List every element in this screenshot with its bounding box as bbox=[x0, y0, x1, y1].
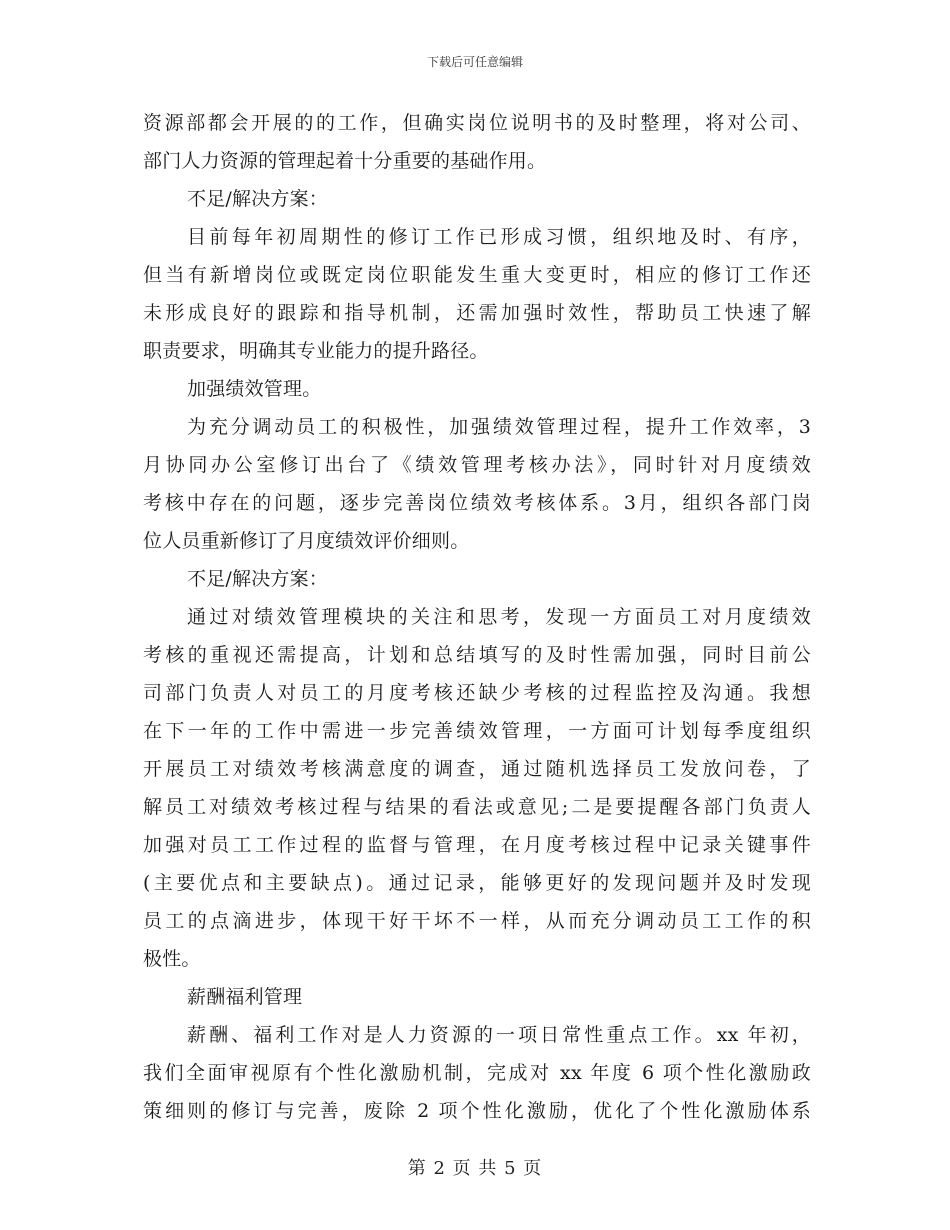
body-line: 通过对绩效管理模块的关注和思考，发现一方面员工对月度绩效 bbox=[187, 606, 811, 628]
body-line: (主要优点和主要缺点)。通过记录，能够更好的发现问题并及时发现 bbox=[143, 872, 811, 894]
body-line: 考核中存在的问题，逐步完善岗位绩效考核体系。3月，组织各部门岗 bbox=[143, 492, 811, 514]
body-line: 在下一年的工作中需进一步完善绩效管理，一方面可计划每季度组织 bbox=[143, 720, 811, 742]
body-line: 司部门负责人对员工的月度考核还缺少考核的过程监控及沟通。我想 bbox=[143, 682, 811, 704]
section-heading: 不足/解决方案： bbox=[187, 568, 329, 590]
section-heading: 加强绩效管理。 bbox=[187, 378, 322, 400]
body-line: 我们全面审视原有个性化激励机制，完成对 xx 年度 6 项个性化激励政 bbox=[143, 1062, 811, 1084]
body-line: 部门人力资源的管理起着十分重要的基础作用。 bbox=[143, 150, 547, 172]
body-line: 加强对员工工作过程的监督与管理，在月度考核过程中记录关键事件 bbox=[143, 834, 811, 856]
body-line: 资源部都会开展的的工作，但确实岗位说明书的及时整理，将对公司、 bbox=[143, 112, 811, 134]
page-number-footer: 第 2 页 共 5 页 bbox=[407, 1158, 543, 1179]
document-body bbox=[143, 104, 811, 1130]
body-line: 极性。 bbox=[143, 948, 201, 970]
body-line: 薪酬、福利工作对是人力资源的一项日常性重点工作。xx 年初， bbox=[187, 1024, 811, 1046]
body-line: 策细则的修订与完善，废除 2 项个性化激励，优化了个性化激励体系 bbox=[143, 1100, 811, 1122]
page-header-note: 下载后可任意编辑 bbox=[426, 55, 523, 69]
body-line: 解员工对绩效考核过程与结果的看法或意见;二是要提醒各部门负责人 bbox=[143, 796, 811, 818]
body-line: 未形成良好的跟踪和指导机制，还需加强时效性，帮助员工快速了解 bbox=[143, 302, 811, 324]
body-line: 考核的重视还需提高，计划和总结填写的及时性需加强，同时目前公 bbox=[143, 644, 811, 666]
body-line: 位人员重新修订了月度绩效评价细则。 bbox=[143, 530, 470, 552]
section-heading: 不足/解决方案： bbox=[187, 188, 329, 210]
body-line: 目前每年初周期性的修订工作已形成习惯，组织地及时、有序， bbox=[187, 226, 811, 248]
body-line: 开展员工对绩效考核满意度的调查，通过随机选择员工发放问卷，了 bbox=[143, 758, 811, 780]
section-heading: 薪酬福利管理 bbox=[187, 986, 303, 1008]
body-line: 月协同办公室修订出台了《绩效管理考核办法》，同时针对月度绩效 bbox=[143, 454, 811, 476]
body-line: 但当有新增岗位或既定岗位职能发生重大变更时，相应的修订工作还 bbox=[143, 264, 811, 286]
body-line: 职责要求，明确其专业能力的提升路径。 bbox=[143, 340, 489, 362]
body-line: 员工的点滴进步，体现干好干坏不一样，从而充分调动员工工作的积 bbox=[143, 910, 811, 932]
body-line: 为充分调动员工的积极性，加强绩效管理过程，提升工作效率，3 bbox=[187, 416, 811, 438]
